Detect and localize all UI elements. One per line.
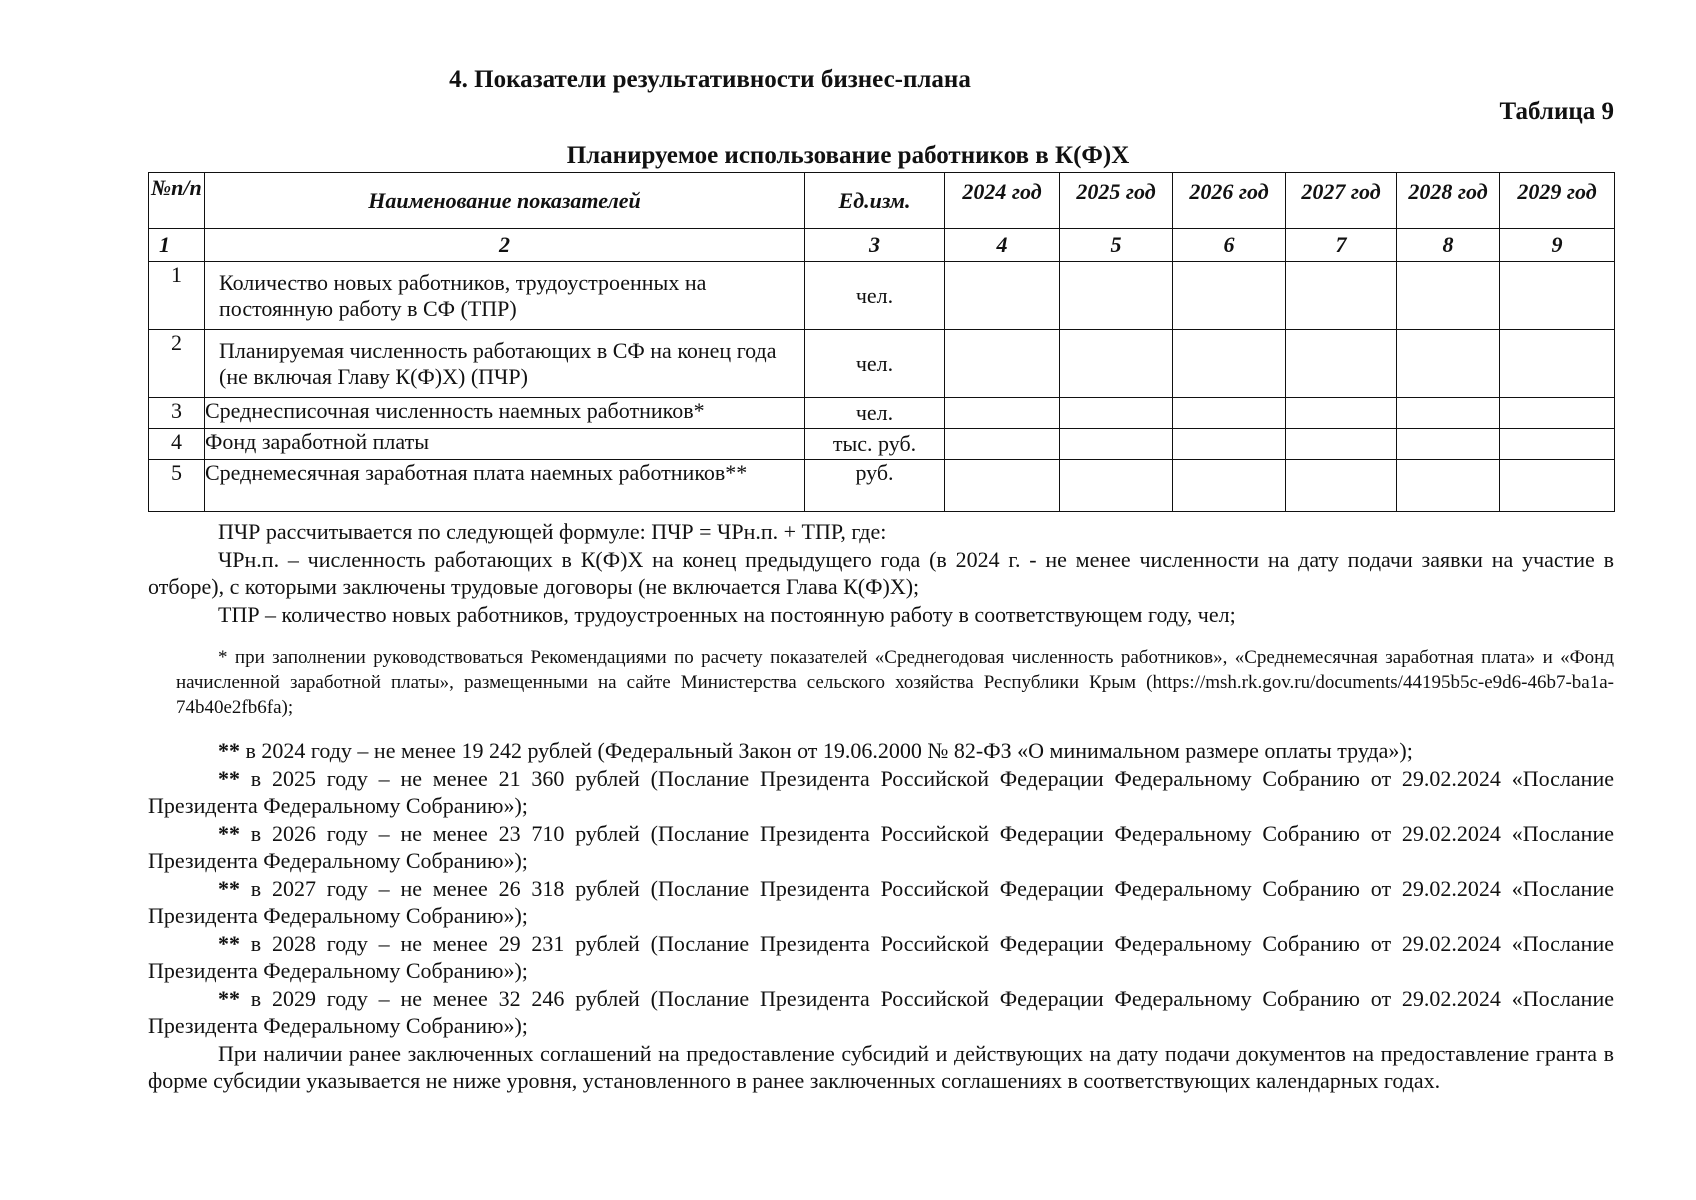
row-unit: тыс. руб.: [805, 429, 945, 460]
formula-intro: ПЧР рассчитывается по следующей формуле: ПЧР = ЧРн.п. + ТПР, где:: [218, 519, 887, 544]
header-year-2029: 2029 год: [1500, 173, 1615, 229]
footnote-star-text: * при заполнении руководствоваться Рекомендациями по расчету показателей «Среднегодовая численность работников», «Среднемесячная заработная плата» и «Фонд начисленной заработной платы», размещенными на сайте Министерства сельского хозяйства Республики Крым (https://msh.rk.gov.ru/documents/44195b5c-e9d6-46b7-ba1a-74b40e2fb6fa);: [176, 647, 1614, 718]
value-cell-2025: [1060, 460, 1173, 512]
header-year-2028: 2028 год: [1397, 173, 1500, 229]
value-cell-2024: [945, 460, 1060, 512]
column-number-row: [149, 229, 1615, 262]
row-indicator-name: Количество новых работников, трудоустроенных на постоянную работу в СФ (ТПР): [205, 262, 805, 330]
value-cell-2026: [1173, 398, 1286, 429]
value-cell-2026: [1173, 262, 1286, 330]
footnote-marker: **: [218, 875, 240, 901]
closing-paragraph: При наличии ранее заключенных соглашений на предоставление субсидий и действующих на дату подачи документов на предоставление гранта в форме субсидии указывается не ниже уровня, установленного в ранее заключенных соглашениях в соответствующих календарных годах.: [148, 1040, 1614, 1093]
table-row: [149, 330, 1615, 398]
column-number: 2: [205, 229, 805, 262]
footnotes-double-star: [148, 737, 1614, 1095]
column-number: 9: [1500, 229, 1615, 262]
header-year-2026: 2026 год: [1173, 173, 1286, 229]
column-number: 8: [1397, 229, 1500, 262]
footnote-text: в 2029 году – не менее 32 246 рублей (Послание Президента Российской Федерации Федеральному Собранию от 29.02.2024 «Послание Президента Федеральному Собранию»);: [148, 985, 1614, 1038]
column-number: 7: [1286, 229, 1397, 262]
value-cell-2026: [1173, 330, 1286, 398]
footnote-marker: **: [218, 765, 240, 791]
formula-block: [148, 518, 1614, 628]
footnote-double-star-item: [148, 737, 1614, 765]
footnote-text: в 2024 году – не менее 19 242 рублей (Федеральный Закон от 19.06.2000 № 82-ФЗ «О минимальном размере оплаты труда»);: [240, 738, 1413, 763]
header-num: №п/п: [149, 173, 205, 229]
section-title: 4. Показатели результативности бизнес-плана: [449, 66, 971, 93]
value-cell-2026: [1173, 460, 1286, 512]
row-unit: чел.: [805, 262, 945, 330]
value-cell-2028: [1397, 330, 1500, 398]
table-row: [149, 398, 1615, 429]
row-number: 1: [149, 262, 205, 330]
column-number: 5: [1060, 229, 1173, 262]
table-row: [149, 429, 1615, 460]
table-label: Таблица 9: [1499, 98, 1614, 125]
value-cell-2027: [1286, 330, 1397, 398]
value-cell-2024: [945, 330, 1060, 398]
row-unit: чел.: [805, 398, 945, 429]
header-unit: Ед.изм.: [805, 173, 945, 229]
header-name: Наименование показателей: [205, 173, 805, 229]
value-cell-2025: [1060, 398, 1173, 429]
value-cell-2028: [1397, 262, 1500, 330]
row-unit: руб.: [805, 460, 945, 512]
value-cell-2027: [1286, 262, 1397, 330]
value-cell-2026: [1173, 429, 1286, 460]
row-number: 3: [149, 398, 205, 429]
header-year-2024: 2024 год: [945, 173, 1060, 229]
value-cell-2024: [945, 429, 1060, 460]
footnote-marker: **: [218, 985, 240, 1011]
value-cell-2029: [1500, 262, 1615, 330]
footnote-text: в 2026 году – не менее 23 710 рублей (Послание Президента Российской Федерации Федеральному Собранию от 29.02.2024 «Послание Президента Федеральному Собранию»);: [148, 820, 1614, 873]
value-cell-2024: [945, 262, 1060, 330]
workers-table: [148, 172, 1615, 512]
value-cell-2024: [945, 398, 1060, 429]
table-caption: Планируемое использование работников в К(Ф)Х: [566, 142, 1130, 169]
value-cell-2027: [1286, 429, 1397, 460]
table-header-row: [149, 173, 1615, 229]
footnote-star: [176, 645, 1614, 720]
column-number: 1: [149, 229, 205, 262]
row-indicator-name: Среднесписочная численность наемных работников*: [205, 398, 805, 429]
table-row: [149, 262, 1615, 330]
formula-definition-tpr: ТПР – количество новых работников, трудоустроенных на постоянную работу в соответствующем году, чел;: [218, 601, 1236, 627]
row-number: 5: [149, 460, 205, 512]
row-number: 2: [149, 330, 205, 398]
row-indicator-name: Среднемесячная заработная плата наемных работников**: [205, 460, 805, 512]
footnote-double-star-item: [148, 875, 1614, 930]
footnote-text: в 2027 году – не менее 26 318 рублей (Послание Президента Российской Федерации Федеральному Собранию от 29.02.2024 «Послание Президента Федеральному Собранию»);: [148, 875, 1614, 928]
value-cell-2027: [1286, 398, 1397, 429]
value-cell-2029: [1500, 460, 1615, 512]
footnote-text: в 2028 году – не менее 29 231 рублей (Послание Президента Российской Федерации Федеральному Собранию от 29.02.2024 «Послание Президента Федеральному Собранию»);: [148, 930, 1614, 983]
footnote-marker: **: [218, 738, 240, 763]
table-row: [149, 460, 1615, 512]
row-indicator-name: Фонд заработной платы: [205, 429, 805, 460]
header-year-2025: 2025 год: [1060, 173, 1173, 229]
column-number: 3: [805, 229, 945, 262]
header-year-2027: 2027 год: [1286, 173, 1397, 229]
value-cell-2027: [1286, 460, 1397, 512]
footnote-double-star-item: [148, 930, 1614, 985]
value-cell-2029: [1500, 330, 1615, 398]
value-cell-2028: [1397, 429, 1500, 460]
column-number: 6: [1173, 229, 1286, 262]
value-cell-2029: [1500, 429, 1615, 460]
value-cell-2025: [1060, 429, 1173, 460]
value-cell-2029: [1500, 398, 1615, 429]
value-cell-2025: [1060, 262, 1173, 330]
footnote-marker: **: [218, 820, 240, 846]
footnote-double-star-item: [148, 820, 1614, 875]
value-cell-2028: [1397, 460, 1500, 512]
value-cell-2028: [1397, 398, 1500, 429]
column-number: 4: [945, 229, 1060, 262]
footnote-double-star-item: [148, 985, 1614, 1040]
row-number: 4: [149, 429, 205, 460]
row-indicator-name: Планируемая численность работающих в СФ на конец года (не включая Главу К(Ф)Х) (ПЧР): [205, 330, 805, 398]
footnote-double-star-item: [148, 765, 1614, 820]
value-cell-2025: [1060, 330, 1173, 398]
footnote-marker: **: [218, 930, 240, 956]
formula-definition-chrnp: ЧРн.п. – численность работающих в К(Ф)Х на конец предыдущего года (в 2024 г. - не менее численности на дату подачи заявки на участие в отборе), с которыми заключены трудовые договоры (не включается Глава К(Ф)Х);: [148, 546, 1614, 599]
row-unit: чел.: [805, 330, 945, 398]
footnote-text: в 2025 году – не менее 21 360 рублей (Послание Президента Российской Федерации Федеральному Собранию от 29.02.2024 «Послание Президента Федеральному Собранию»);: [148, 765, 1614, 818]
